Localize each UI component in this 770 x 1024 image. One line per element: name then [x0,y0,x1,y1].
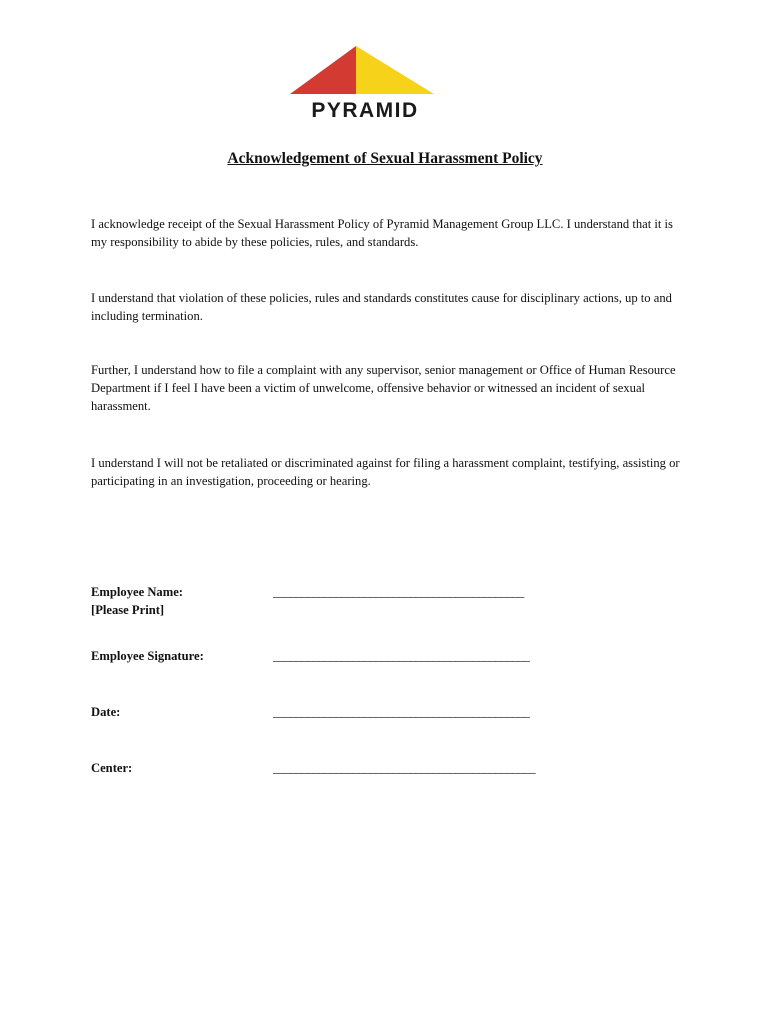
paragraph-violation: I understand that violation of these policies, rules and standards constitutes cause for disciplinary actions, up to and including termination. [91,291,672,323]
employee-signature-field[interactable]: _____________________________________________ [273,649,530,663]
center-label: Center: [91,761,133,775]
paragraph-retaliation: I understand I will not be retaliated or discriminated against for filing a harassment complaint, testifying, assisting or participating in an investigation, proceeding or hearing. [91,456,680,488]
employee-name-field[interactable]: ____________________________________________ [273,585,524,599]
center-field[interactable]: ______________________________________________ [273,761,536,775]
date-label: Date: [91,705,121,719]
employee-name-sublabel: [Please Print] [91,603,165,617]
employee-name-label: Employee Name: [91,585,183,599]
pyramid-logo-graphic [290,42,440,128]
pyramid-logo [290,42,440,128]
date-field[interactable]: _____________________________________________ [273,705,530,719]
document-title: Acknowledgement of Sexual Harassment Policy [227,150,543,167]
pyramid-logo-text: PYRAMID [311,99,419,122]
employee-signature-label: Employee Signature: [91,649,204,663]
paragraph-complaint: Further, I understand how to file a complaint with any supervisor, senior management or Office of Human Resource Department if I feel I have been a victim of unwelcome, offensive behavior or witnessed an incident of sexual harassment. [91,363,676,413]
paragraph-receipt: I acknowledge receipt of the Sexual Harassment Policy of Pyramid Management Group LLC. I understand that it is my responsibility to abide by these policies, rules, and standards. [91,217,673,249]
